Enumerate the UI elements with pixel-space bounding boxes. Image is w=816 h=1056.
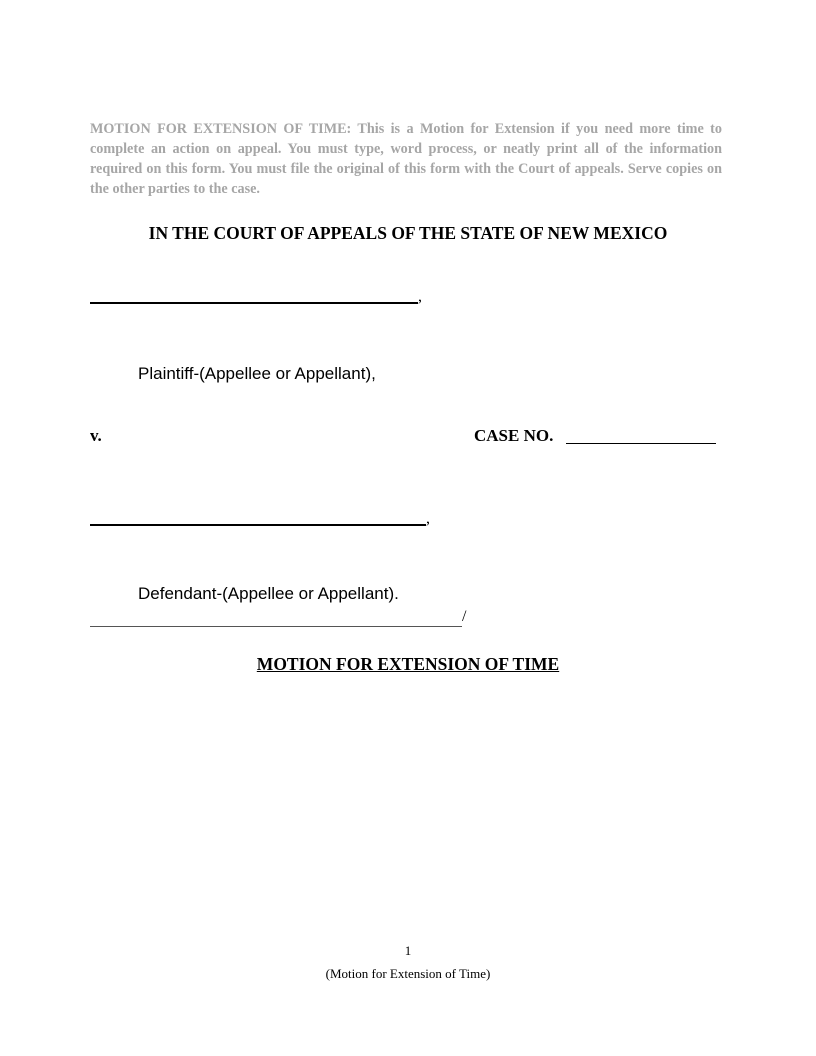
plaintiff-comma: ,	[418, 288, 422, 305]
defendant-comma: ,	[426, 510, 430, 527]
footer-caption: (Motion for Extension of Time)	[325, 966, 491, 981]
page-number: 1	[404, 943, 412, 958]
caption-slash: /	[462, 608, 467, 625]
motion-title	[0, 654, 816, 675]
plaintiff-name-line[interactable]	[90, 302, 418, 304]
instructions-text: MOTION FOR EXTENSION OF TIME: This is a Motion for Extension if you need more time to complete an action on appeal. You must type, word process, or neatly print all of the information required on this form. You must file the original of this form with the Court of appeals. Serve copies on the other parties to the case.	[90, 121, 722, 197]
case-no-label: CASE NO.	[474, 426, 554, 445]
defendant-name-line[interactable]	[90, 524, 426, 526]
case-no-line[interactable]	[566, 443, 716, 444]
plaintiff-label: Plaintiff-(Appellee or Appellant),	[138, 364, 376, 383]
motion-title-text: MOTION FOR EXTENSION OF TIME	[256, 654, 560, 674]
defendant-label: Defendant-(Appellee or Appellant).	[138, 584, 399, 603]
versus-label: v.	[90, 426, 102, 445]
caption-separator-line	[90, 626, 462, 627]
court-heading: IN THE COURT OF APPEALS OF THE STATE OF NEW MEXICO	[148, 223, 668, 243]
